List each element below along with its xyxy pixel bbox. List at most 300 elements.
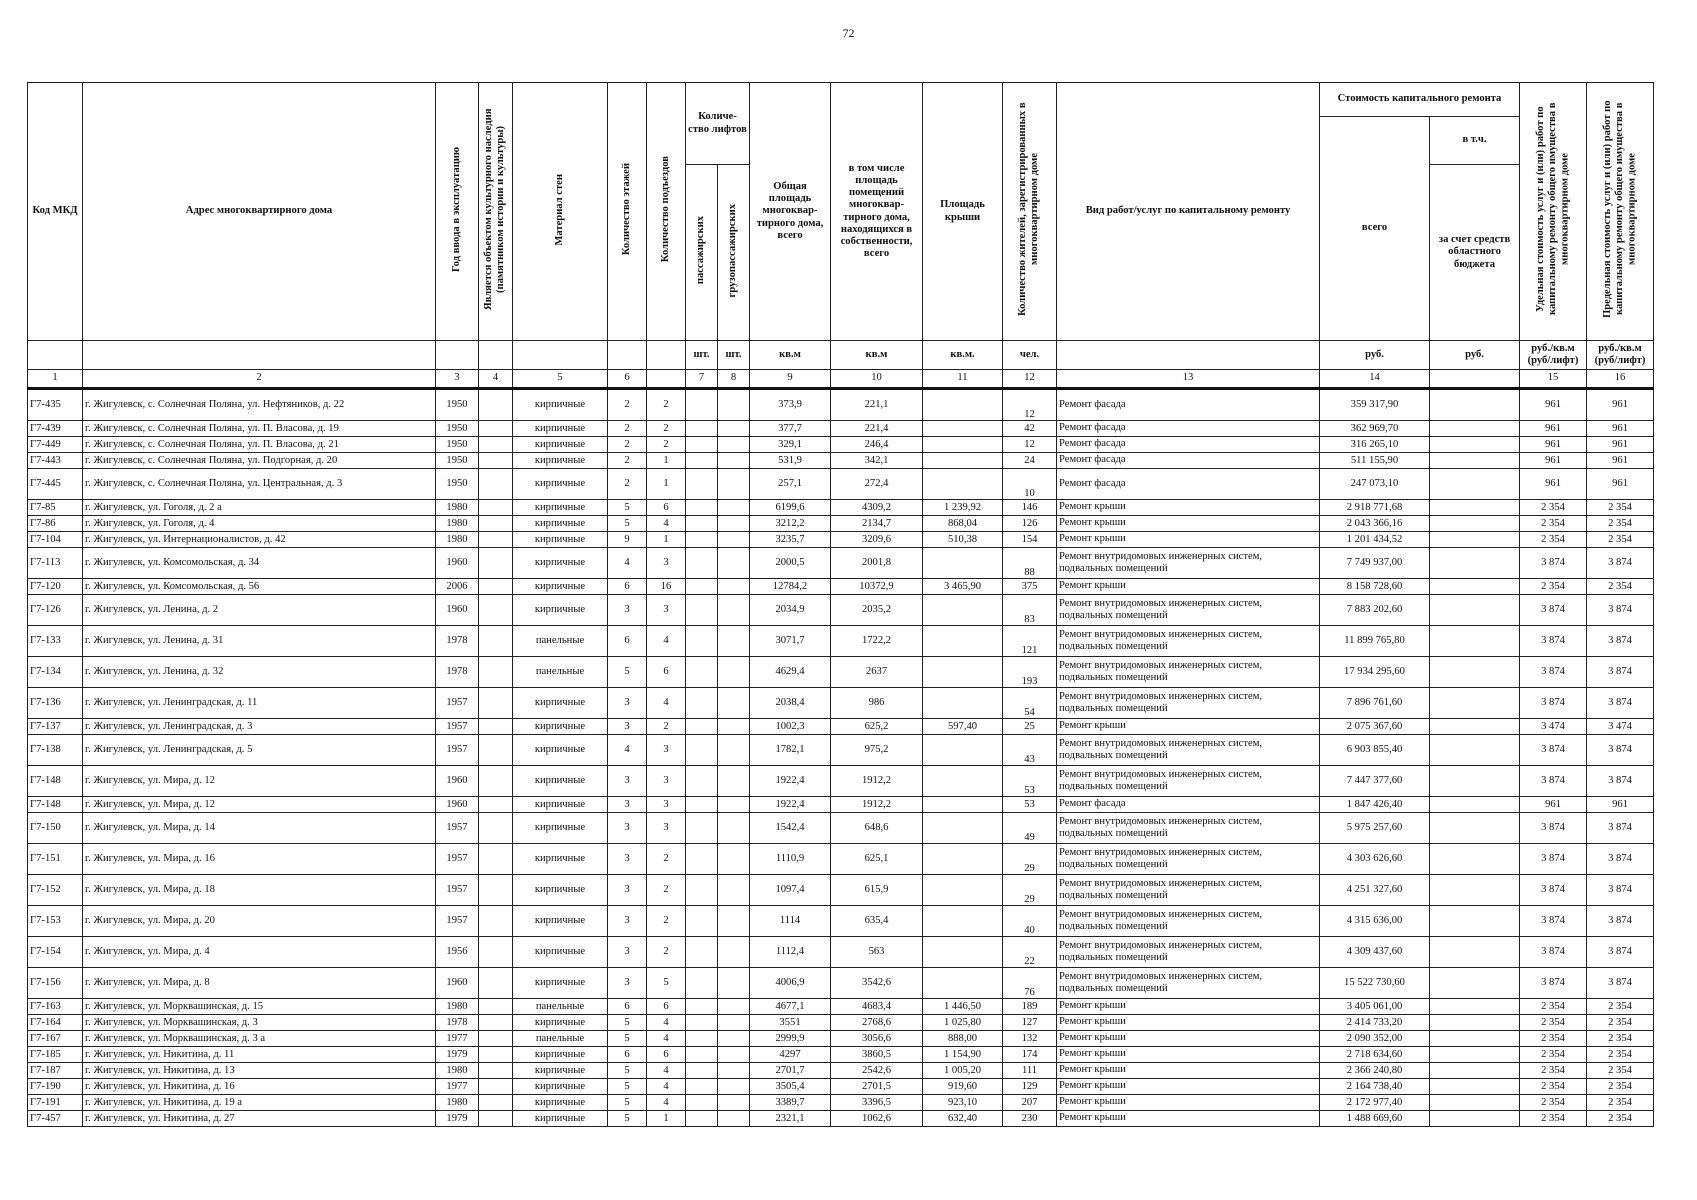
table-row [28,688,1654,719]
cell-heritage [479,532,513,548]
cell-roof-area: 1 239,92 [923,500,1003,516]
cell-area-owned: 3056,6 [831,1031,923,1047]
cell-code: Г7-185 [28,1047,83,1063]
cell-lifts-passenger [686,937,718,968]
cell-cost-total: 1 201 434,52 [1320,532,1430,548]
cell-work-type: Ремонт фасада [1057,469,1320,500]
cell-heritage [479,968,513,999]
cell-cost-budget [1430,1111,1520,1127]
cell-unit-cost: 2 354 [1520,1095,1587,1111]
cell-wall-material: кирпичные [513,1063,608,1079]
cell-cost-budget [1430,421,1520,437]
cell-cost-budget [1430,1079,1520,1095]
cell-cost-budget [1430,875,1520,906]
cell-lifts-freight [718,437,750,453]
cell-roof-area [923,421,1003,437]
cell-heritage [479,453,513,469]
cell-residents: 53 [1003,766,1057,797]
cell-wall-material: кирпичные [513,766,608,797]
cell-entrances: 6 [647,1047,686,1063]
cell-limit-cost: 3 874 [1587,735,1654,766]
cell-roof-area [923,797,1003,813]
cell-heritage [479,766,513,797]
cell-residents: 189 [1003,999,1057,1015]
cell-roof-area: 1 154,90 [923,1047,1003,1063]
cell-limit-cost: 3 874 [1587,906,1654,937]
cell-limit-cost: 2 354 [1587,1063,1654,1079]
cell-residents: 29 [1003,844,1057,875]
cell-limit-cost: 2 354 [1587,579,1654,595]
cell-area-total: 1110,9 [750,844,831,875]
cell-heritage [479,500,513,516]
cell-floors: 3 [608,766,647,797]
cell-year: 1957 [436,719,479,735]
cell-area-total: 4677,1 [750,999,831,1015]
cell-limit-cost: 961 [1587,389,1654,421]
unit-limit-cost: руб./кв.м (руб/лифт) [1587,341,1654,370]
cell-cost-total: 2 075 367,60 [1320,719,1430,735]
cell-residents: 40 [1003,906,1057,937]
cell-wall-material: кирпичные [513,1047,608,1063]
cell-cost-total: 316 265,10 [1320,437,1430,453]
cell-cost-total: 4 303 626,60 [1320,844,1430,875]
table-row [28,657,1654,688]
cell-heritage [479,421,513,437]
cell-wall-material: кирпичные [513,719,608,735]
cell-work-type: Ремонт крыши [1057,1031,1320,1047]
cell-code: Г7-445 [28,469,83,500]
cell-residents: 154 [1003,532,1057,548]
cell-residents: 127 [1003,1015,1057,1031]
col-number: 9 [750,370,831,389]
cell-lifts-passenger [686,389,718,421]
table-row [28,1111,1654,1127]
cell-area-owned: 2001,8 [831,548,923,579]
col-number: 16 [1587,370,1654,389]
cell-cost-total: 2 043 366,16 [1320,516,1430,532]
header-cost: Стоимость капитального ремонта [1320,83,1520,117]
col-number [647,370,686,389]
cell-entrances: 3 [647,797,686,813]
cell-lifts-passenger [686,1111,718,1127]
cell-entrances: 1 [647,469,686,500]
table-body [28,389,1654,1127]
cell-cost-total: 5 975 257,60 [1320,813,1430,844]
cell-work-type: Ремонт фасада [1057,437,1320,453]
cell-residents: 174 [1003,1047,1057,1063]
cell-entrances: 6 [647,999,686,1015]
column-numbers-row [28,370,1654,389]
cell-cost-budget [1430,906,1520,937]
cell-limit-cost: 3 874 [1587,968,1654,999]
cell-lifts-passenger [686,516,718,532]
cell-address: г. Жигулевск, ул. Никитина, д. 11 [83,1047,436,1063]
cell-entrances: 2 [647,719,686,735]
cell-wall-material: кирпичные [513,389,608,421]
cell-cost-budget [1430,844,1520,875]
cell-cost-budget [1430,999,1520,1015]
cell-address: г. Жигулевск, ул. Никитина, д. 19 а [83,1095,436,1111]
cell-address: г. Жигулевск, ул. Гоголя, д. 4 [83,516,436,532]
cell-address: г. Жигулевск, ул. Никитина, д. 16 [83,1079,436,1095]
cell-lifts-freight [718,906,750,937]
cell-wall-material: панельные [513,999,608,1015]
cell-lifts-passenger [686,595,718,626]
cell-unit-cost: 3 874 [1520,875,1587,906]
cell-area-owned: 3542,6 [831,968,923,999]
cell-lifts-freight [718,453,750,469]
cell-area-total: 6199,6 [750,500,831,516]
cell-address: г. Жигулевск, ул. Мира, д. 20 [83,906,436,937]
cell-cost-budget [1430,500,1520,516]
cell-floors: 5 [608,1095,647,1111]
cell-heritage [479,999,513,1015]
cell-address: г. Жигулевск, с. Солнечная Поляна, ул. Подгорная, д. 20 [83,453,436,469]
cell-limit-cost: 2 354 [1587,1015,1654,1031]
cell-limit-cost: 3 874 [1587,626,1654,657]
cell-wall-material: кирпичные [513,813,608,844]
table-row [28,532,1654,548]
cell-lifts-freight [718,719,750,735]
cell-unit-cost: 2 354 [1520,516,1587,532]
cell-cost-budget [1430,548,1520,579]
header-area-owned: в том числе площадь помещений многоквар-тирного дома, находящихся в собственности, всего [831,83,923,341]
cell-cost-total: 15 522 730,60 [1320,968,1430,999]
cell-floors: 5 [608,1111,647,1127]
cell-work-type: Ремонт крыши [1057,1047,1320,1063]
cell-entrances: 4 [647,516,686,532]
cell-cost-budget [1430,626,1520,657]
cell-floors: 5 [608,1063,647,1079]
cell-entrances: 4 [647,626,686,657]
col-number: 6 [608,370,647,389]
table-row [28,421,1654,437]
cell-area-total: 4629,4 [750,657,831,688]
cell-year: 1950 [436,389,479,421]
cell-wall-material: кирпичные [513,1095,608,1111]
cell-area-owned: 342,1 [831,453,923,469]
cell-lifts-freight [718,579,750,595]
cell-floors: 3 [608,797,647,813]
cell-unit-cost: 3 874 [1520,548,1587,579]
cell-address: г. Жигулевск, ул. Ленина, д. 31 [83,626,436,657]
unit-roof-area: кв.м. [923,341,1003,370]
header-address: Адрес многоквартирного дома [83,83,436,341]
cell-code: Г7-148 [28,797,83,813]
cell-address: г. Жигулевск, ул. Мира, д. 16 [83,844,436,875]
cell-address: г. Жигулевск, ул. Морквашинская, д. 3 а [83,1031,436,1047]
cell-unit-cost: 3 474 [1520,719,1587,735]
cell-floors: 2 [608,421,647,437]
cell-address: г. Жигулевск, ул. Интернационалистов, д. 42 [83,532,436,548]
cell-code: Г7-104 [28,532,83,548]
cell-floors: 3 [608,719,647,735]
cell-heritage [479,469,513,500]
cell-floors: 2 [608,389,647,421]
page-number: 72 [842,26,855,40]
cell-roof-area [923,766,1003,797]
cell-code: Г7-156 [28,968,83,999]
cell-wall-material: кирпичные [513,437,608,453]
cell-floors: 3 [608,968,647,999]
cell-entrances: 2 [647,389,686,421]
cell-floors: 5 [608,1031,647,1047]
cell-residents: 76 [1003,968,1057,999]
cell-heritage [479,1015,513,1031]
cell-year: 1950 [436,453,479,469]
cell-work-type: Ремонт крыши [1057,999,1320,1015]
cell-code: Г7-86 [28,516,83,532]
cell-roof-area [923,735,1003,766]
col-number [1430,370,1520,389]
cell-address: г. Жигулевск, ул. Ленина, д. 32 [83,657,436,688]
cell-cost-total: 2 090 352,00 [1320,1031,1430,1047]
header-year: Год ввода в эксплуатацию [450,146,462,272]
cell-wall-material: кирпичные [513,844,608,875]
cell-lifts-passenger [686,1047,718,1063]
cell-roof-area: 868,04 [923,516,1003,532]
cell-area-total: 2000,5 [750,548,831,579]
cell-year: 1960 [436,548,479,579]
col-number: 15 [1520,370,1587,389]
cell-limit-cost: 3 874 [1587,875,1654,906]
cell-floors: 9 [608,532,647,548]
col-number: 13 [1057,370,1320,389]
cell-cost-budget [1430,1063,1520,1079]
cell-entrances: 4 [647,1063,686,1079]
cell-entrances: 6 [647,657,686,688]
cell-address: г. Жигулевск, ул. Мира, д. 12 [83,797,436,813]
cell-roof-area [923,595,1003,626]
cell-lifts-passenger [686,579,718,595]
cell-entrances: 2 [647,437,686,453]
cell-cost-total: 1 488 669,60 [1320,1111,1430,1127]
cell-address: г. Жигулевск, ул. Ленина, д. 2 [83,595,436,626]
table-row [28,1095,1654,1111]
cell-unit-cost: 3 874 [1520,688,1587,719]
table-row [28,1031,1654,1047]
cell-year: 1957 [436,875,479,906]
cell-lifts-passenger [686,688,718,719]
cell-floors: 4 [608,548,647,579]
cell-residents: 132 [1003,1031,1057,1047]
cell-floors: 5 [608,500,647,516]
cell-residents: 24 [1003,453,1057,469]
header-unit-cost: Удельная стоимость услуг и (или) работ по капитальному ремонту общего имущества в многоквартирном доме [1534,103,1571,316]
cell-cost-budget [1430,937,1520,968]
cell-cost-budget [1430,766,1520,797]
cell-area-total: 257,1 [750,469,831,500]
cell-entrances: 1 [647,1111,686,1127]
cell-area-total: 2038,4 [750,688,831,719]
cell-lifts-freight [718,766,750,797]
cell-heritage [479,1079,513,1095]
cell-year: 1957 [436,906,479,937]
cell-area-total: 1112,4 [750,937,831,968]
cell-unit-cost: 3 874 [1520,937,1587,968]
cell-lifts-freight [718,516,750,532]
cell-year: 1980 [436,1063,479,1079]
cell-floors: 2 [608,453,647,469]
cell-area-owned: 10372,9 [831,579,923,595]
cell-area-owned: 648,6 [831,813,923,844]
cell-work-type: Ремонт крыши [1057,516,1320,532]
cell-heritage [479,1063,513,1079]
unit-residents: чел. [1003,341,1057,370]
cell-code: Г7-435 [28,389,83,421]
cell-roof-area [923,548,1003,579]
cell-address: г. Жигулевск, ул. Ленинградская, д. 5 [83,735,436,766]
cell-floors: 6 [608,579,647,595]
cell-area-owned: 635,4 [831,906,923,937]
cell-area-owned: 975,2 [831,735,923,766]
cell-cost-total: 1 847 426,40 [1320,797,1430,813]
cell-code: Г7-457 [28,1111,83,1127]
cell-code: Г7-137 [28,719,83,735]
cell-cost-budget [1430,595,1520,626]
cell-work-type: Ремонт внутридомовых инженерных систем, подвальных помещений [1057,626,1320,657]
cell-code: Г7-163 [28,999,83,1015]
cell-cost-budget [1430,469,1520,500]
cell-entrances: 4 [647,1031,686,1047]
cell-lifts-passenger [686,797,718,813]
cell-year: 1980 [436,532,479,548]
cell-roof-area: 510,38 [923,532,1003,548]
cell-area-total: 3071,7 [750,626,831,657]
unit-cost-total: руб. [1320,341,1430,370]
cell-lifts-freight [718,500,750,516]
cell-cost-total: 3 405 061,00 [1320,999,1430,1015]
cell-lifts-passenger [686,1079,718,1095]
cell-address: г. Жигулевск, ул. Гоголя, д. 2 а [83,500,436,516]
cell-cost-budget [1430,797,1520,813]
col-number: 1 [28,370,83,389]
cell-wall-material: панельные [513,657,608,688]
cell-work-type: Ремонт фасада [1057,421,1320,437]
cell-code: Г7-85 [28,500,83,516]
cell-work-type: Ремонт фасада [1057,389,1320,421]
table-row [28,516,1654,532]
header-entrances: Количество подъездов [659,156,671,263]
cell-limit-cost: 961 [1587,437,1654,453]
table-row [28,595,1654,626]
cell-year: 1977 [436,1079,479,1095]
cell-lifts-freight [718,532,750,548]
cell-area-owned: 2768,6 [831,1015,923,1031]
cell-lifts-passenger [686,469,718,500]
cell-address: г. Жигулевск, ул. Морквашинская, д. 15 [83,999,436,1015]
cell-work-type: Ремонт внутридомовых инженерных систем, подвальных помещений [1057,906,1320,937]
cell-area-owned: 986 [831,688,923,719]
cell-work-type: Ремонт крыши [1057,500,1320,516]
cell-roof-area: 919,60 [923,1079,1003,1095]
cell-cost-total: 2 718 634,60 [1320,1047,1430,1063]
cell-lifts-passenger [686,626,718,657]
cell-limit-cost: 3 874 [1587,548,1654,579]
cell-floors: 6 [608,1047,647,1063]
cell-heritage [479,797,513,813]
cell-cost-budget [1430,719,1520,735]
cell-cost-budget [1430,1047,1520,1063]
header-lifts-freight: грузопассажирских [727,203,739,298]
cell-area-total: 4297 [750,1047,831,1063]
cell-address: г. Жигулевск, с. Солнечная Поляна, ул. П. Власова, д. 19 [83,421,436,437]
cell-residents: 207 [1003,1095,1057,1111]
cell-address: г. Жигулевск, ул. Мира, д. 14 [83,813,436,844]
cell-address: г. Жигулевск, ул. Мира, д. 8 [83,968,436,999]
cell-limit-cost: 2 354 [1587,1095,1654,1111]
cell-residents: 83 [1003,595,1057,626]
col-number: 4 [479,370,513,389]
cell-code: Г7-150 [28,813,83,844]
cell-cost-total: 511 155,90 [1320,453,1430,469]
cell-cost-budget [1430,389,1520,421]
cell-code: Г7-190 [28,1079,83,1095]
cell-roof-area: 1 005,20 [923,1063,1003,1079]
cell-roof-area: 923,10 [923,1095,1003,1111]
cell-floors: 2 [608,437,647,453]
cell-address: г. Жигулевск, с. Солнечная Поляна, ул. Нефтяников, д. 22 [83,389,436,421]
cell-area-owned: 1912,2 [831,766,923,797]
cell-heritage [479,719,513,735]
header-cost-incl: в т.ч. [1430,117,1520,165]
cell-code: Г7-153 [28,906,83,937]
table-row [28,875,1654,906]
cell-lifts-freight [718,999,750,1015]
cell-unit-cost: 3 874 [1520,735,1587,766]
cell-residents: 129 [1003,1079,1057,1095]
cell-roof-area [923,688,1003,719]
cell-lifts-freight [718,688,750,719]
cell-floors: 6 [608,626,647,657]
cell-year: 1979 [436,1047,479,1063]
header-area-total: Общая площадь многоквар-тирного дома, всего [750,83,831,341]
cell-lifts-freight [718,1047,750,1063]
cell-floors: 2 [608,469,647,500]
cell-area-owned: 3396,5 [831,1095,923,1111]
cell-heritage [479,389,513,421]
cell-heritage [479,688,513,719]
cell-code: Г7-133 [28,626,83,657]
header-floors: Количество этажей [620,163,632,256]
cell-lifts-freight [718,548,750,579]
cell-address: г. Жигулевск, ул. Мира, д. 4 [83,937,436,968]
cell-roof-area: 1 025,80 [923,1015,1003,1031]
cell-work-type: Ремонт внутридомовых инженерных систем, подвальных помещений [1057,595,1320,626]
cell-area-total: 1097,4 [750,875,831,906]
cell-area-total: 1922,4 [750,797,831,813]
cell-lifts-passenger [686,657,718,688]
cell-roof-area [923,937,1003,968]
cell-roof-area [923,453,1003,469]
cell-heritage [479,657,513,688]
cell-address: г. Жигулевск, ул. Ленинградская, д. 11 [83,688,436,719]
cell-lifts-freight [718,595,750,626]
cell-limit-cost: 3 874 [1587,937,1654,968]
cell-limit-cost: 961 [1587,421,1654,437]
cell-limit-cost: 3 874 [1587,595,1654,626]
cell-roof-area: 597,40 [923,719,1003,735]
cell-cost-total: 359 317,90 [1320,389,1430,421]
table-row [28,719,1654,735]
table-row [28,548,1654,579]
table-row [28,453,1654,469]
cell-wall-material: кирпичные [513,735,608,766]
cell-cost-budget [1430,1031,1520,1047]
cell-wall-material: панельные [513,626,608,657]
cell-entrances: 16 [647,579,686,595]
cell-area-total: 531,9 [750,453,831,469]
